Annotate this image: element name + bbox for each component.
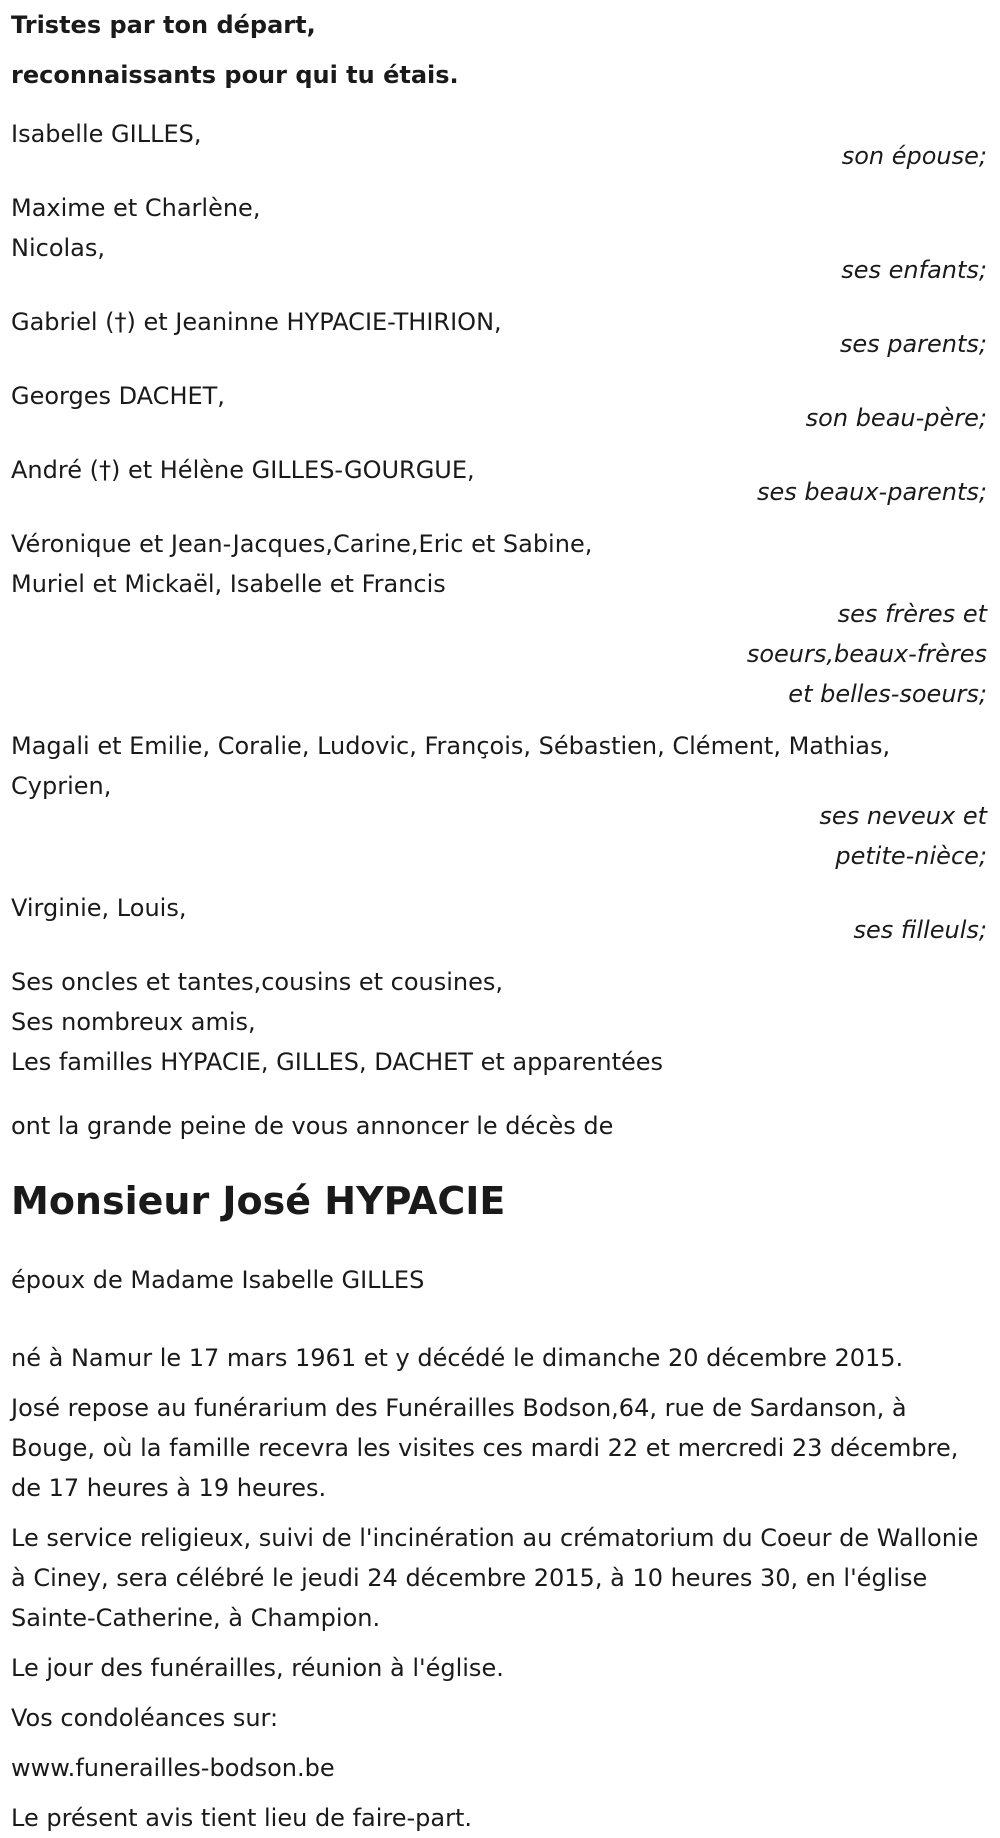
family-group bbox=[11, 524, 987, 714]
others-line: Ses nombreux amis, bbox=[11, 1008, 256, 1036]
others-line: Ses oncles et tantes,cousins et cousines, bbox=[11, 968, 504, 996]
others-line: Les familles HYPACIE, GILLES, DACHET et apparentées bbox=[11, 1048, 664, 1076]
relation-line: ses frères et bbox=[837, 600, 987, 628]
relation-line: soeurs,beaux-frères bbox=[746, 640, 987, 668]
family-group bbox=[11, 302, 987, 364]
family-name-line: Cyprien, bbox=[11, 772, 112, 800]
obituary-notice bbox=[11, 0, 995, 1838]
family-name-line: Nicolas, bbox=[11, 234, 106, 262]
relation-line: ses filleuls; bbox=[853, 916, 987, 944]
funerarium-paragraph: José repose au funérarium des Funérailles Bodson,64, rue de Sardanson, à Bouge, où la famille recevra les visites ces mardi 22 et mercredi 23 décembre, de 17 heures à 19 heures. bbox=[11, 1394, 959, 1502]
family-name-line: André (†) et Hélène GILLES-GOURGUE, bbox=[11, 456, 475, 484]
condolences-label: Vos condoléances sur: bbox=[11, 1704, 279, 1732]
family-group bbox=[11, 188, 987, 290]
relation-line: et belles-soeurs; bbox=[788, 680, 987, 708]
birth-death-paragraph: né à Namur le 17 mars 1961 et y décédé le dimanche 20 décembre 2015. bbox=[11, 1344, 904, 1372]
family-name-line: Georges DACHET, bbox=[11, 382, 225, 410]
family-group bbox=[11, 888, 987, 950]
website-link[interactable]: www.funerailles-bodson.be bbox=[11, 1754, 335, 1782]
family-group bbox=[11, 450, 987, 512]
intro-line: Tristes par ton départ, bbox=[11, 11, 316, 39]
deceased-name: Monsieur José HYPACIE bbox=[11, 1179, 506, 1223]
relation-line: ses beaux-parents; bbox=[757, 478, 987, 506]
family-relation bbox=[11, 594, 987, 714]
relation-line: ses parents; bbox=[839, 330, 987, 358]
relation-line: ses enfants; bbox=[841, 256, 987, 284]
family-names bbox=[11, 524, 987, 604]
intro-line: reconnaissants pour qui tu étais. bbox=[11, 61, 459, 89]
relation-line: ses neveux et bbox=[819, 802, 987, 830]
announcement-text: ont la grande peine de vous annoncer le décès de bbox=[11, 1112, 614, 1140]
meeting-paragraph: Le jour des funérailles, réunion à l'église. bbox=[11, 1654, 504, 1682]
spouse-line: époux de Madame Isabelle GILLES bbox=[11, 1266, 425, 1294]
others-group bbox=[11, 962, 987, 1082]
notice-footer: Le présent avis tient lieu de faire-part. bbox=[11, 1804, 473, 1832]
family-names bbox=[11, 726, 987, 806]
relation-line: petite-nièce; bbox=[835, 842, 987, 870]
family-group bbox=[11, 376, 987, 438]
family-relation bbox=[11, 796, 987, 876]
family-name-line: Virginie, Louis, bbox=[11, 894, 187, 922]
family-group bbox=[11, 726, 987, 876]
family-name-line: Véronique et Jean-Jacques,Carine,Eric et Sabine, bbox=[11, 530, 593, 558]
service-paragraph: Le service religieux, suivi de l'incinération au crématorium du Coeur de Wallonie à Ciney, sera célébré le jeudi 24 décembre 2015, à 10 heures 30, en l'église Sainte-Catherine, à Champion. bbox=[11, 1524, 979, 1632]
family-name-line: Gabriel (†) et Jeaninne HYPACIE-THIRION, bbox=[11, 308, 502, 336]
family-name-line: Isabelle GILLES, bbox=[11, 120, 202, 148]
family-relation bbox=[11, 250, 987, 290]
relation-line: son épouse; bbox=[841, 142, 987, 170]
intro-heading bbox=[11, 0, 995, 100]
family-list bbox=[11, 114, 995, 1082]
family-name-line: Maxime et Charlène, bbox=[11, 194, 261, 222]
relation-line: son beau-père; bbox=[805, 404, 987, 432]
family-group bbox=[11, 114, 987, 176]
family-name-line: Muriel et Mickaël, Isabelle et Francis bbox=[11, 570, 446, 598]
others-names bbox=[11, 962, 987, 1082]
family-name-line: Magali et Emilie, Coralie, Ludovic, François, Sébastien, Clément, Mathias, bbox=[11, 732, 891, 760]
